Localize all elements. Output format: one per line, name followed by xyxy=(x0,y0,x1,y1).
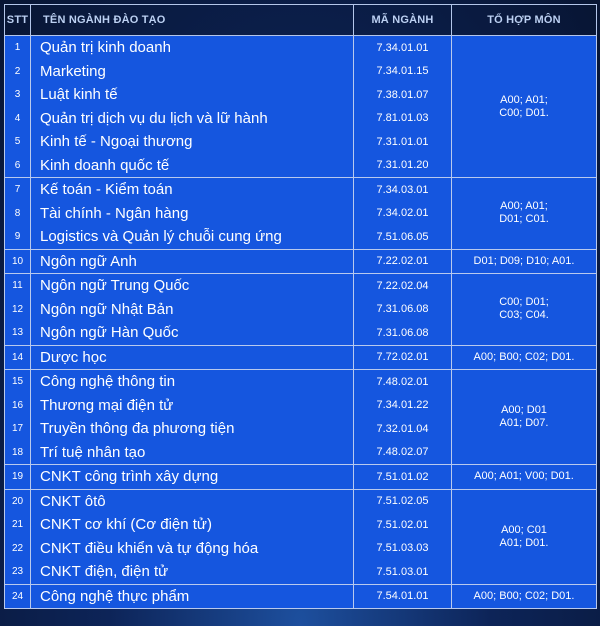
row-stt: 17 xyxy=(5,417,31,441)
row-stt: 10 xyxy=(5,249,31,274)
row-program-name: Tài chính - Ngân hàng xyxy=(31,202,354,226)
row-program-code: 7.72.02.01 xyxy=(354,345,452,370)
table-row xyxy=(5,178,597,202)
header-stt: STT xyxy=(5,5,31,36)
row-stt: 22 xyxy=(5,537,31,561)
row-program-code: 7.48.02.07 xyxy=(354,441,452,465)
row-stt: 1 xyxy=(5,36,31,60)
subject-combo-cell: A00; B00; C02; D01. xyxy=(452,584,597,609)
row-stt: 4 xyxy=(5,107,31,131)
subject-combo-cell: D01; D09; D10; A01. xyxy=(452,249,597,274)
row-program-code: 7.54.01.01 xyxy=(354,584,452,609)
row-program-code: 7.48.02.01 xyxy=(354,370,452,394)
row-stt: 13 xyxy=(5,321,31,345)
row-stt: 11 xyxy=(5,274,31,298)
row-stt: 18 xyxy=(5,441,31,465)
table-row xyxy=(5,465,597,490)
row-program-code: 7.51.06.05 xyxy=(354,225,452,249)
row-program-name: Ngôn ngữ Anh xyxy=(31,249,354,274)
subject-combo-cell: A00; B00; C02; D01. xyxy=(452,345,597,370)
row-stt: 6 xyxy=(5,154,31,178)
row-program-name: Ngôn ngữ Hàn Quốc xyxy=(31,321,354,345)
row-program-name: Dược học xyxy=(31,345,354,370)
row-program-code: 7.34.01.01 xyxy=(354,36,452,60)
row-program-name: CNKT công trình xây dựng xyxy=(31,465,354,490)
row-program-name: Ngôn ngữ Nhật Bản xyxy=(31,298,354,322)
header-program-name: TÊN NGÀNH ĐÀO TẠO xyxy=(31,5,354,36)
row-stt: 2 xyxy=(5,60,31,84)
row-program-code: 7.81.01.03 xyxy=(354,107,452,131)
row-program-code: 7.34.03.01 xyxy=(354,178,452,202)
row-program-code: 7.32.01.04 xyxy=(354,417,452,441)
row-program-name: CNKT điều khiển và tự động hóa xyxy=(31,537,354,561)
row-program-code: 7.31.01.20 xyxy=(354,154,452,178)
subject-combo-cell: C00; D01; C03; C04. xyxy=(452,274,597,346)
row-stt: 19 xyxy=(5,465,31,490)
row-program-code: 7.51.02.05 xyxy=(354,489,452,513)
row-program-name: Ngôn ngữ Trung Quốc xyxy=(31,274,354,298)
table-row xyxy=(5,584,597,609)
table-row xyxy=(5,36,597,60)
table-row xyxy=(5,274,597,298)
row-program-code: 7.22.02.04 xyxy=(354,274,452,298)
table-row xyxy=(5,345,597,370)
row-program-code: 7.31.01.01 xyxy=(354,130,452,154)
row-program-name: Quản trị kinh doanh xyxy=(31,36,354,60)
row-program-name: Marketing xyxy=(31,60,354,84)
row-stt: 14 xyxy=(5,345,31,370)
row-stt: 8 xyxy=(5,202,31,226)
table-row xyxy=(5,370,597,394)
row-program-code: 7.51.03.01 xyxy=(354,560,452,584)
row-program-code: 7.31.06.08 xyxy=(354,298,452,322)
row-program-name: Truyền thông đa phương tiện xyxy=(31,417,354,441)
row-program-code: 7.51.01.02 xyxy=(354,465,452,490)
row-program-name: Thương mại điện tử xyxy=(31,394,354,418)
row-stt: 20 xyxy=(5,489,31,513)
row-program-name: Công nghệ thực phẩm xyxy=(31,584,354,609)
row-program-name: Kinh tế - Ngoại thương xyxy=(31,130,354,154)
row-program-code: 7.51.02.01 xyxy=(354,513,452,537)
subject-combo-cell: A00; D01 A01; D07. xyxy=(452,370,597,465)
row-stt: 21 xyxy=(5,513,31,537)
row-stt: 24 xyxy=(5,584,31,609)
header-program-code: MÃ NGÀNH xyxy=(354,5,452,36)
row-program-code: 7.34.01.15 xyxy=(354,60,452,84)
program-table xyxy=(4,4,597,609)
row-stt: 15 xyxy=(5,370,31,394)
subject-combo-cell: A00; A01; D01; C01. xyxy=(452,178,597,250)
row-program-name: CNKT điện, điện tử xyxy=(31,560,354,584)
header-subject-combo: TỔ HỢP MÔN xyxy=(452,5,597,36)
subject-combo-cell: A00; A01; C00; D01. xyxy=(452,36,597,178)
row-stt: 16 xyxy=(5,394,31,418)
table-body xyxy=(5,36,597,609)
row-stt: 7 xyxy=(5,178,31,202)
row-program-code: 7.31.06.08 xyxy=(354,321,452,345)
row-program-code: 7.34.01.22 xyxy=(354,394,452,418)
row-program-name: Công nghệ thông tin xyxy=(31,370,354,394)
row-stt: 5 xyxy=(5,130,31,154)
row-program-name: Kinh doanh quốc tế xyxy=(31,154,354,178)
table-row xyxy=(5,489,597,513)
subject-combo-cell: A00; C01 A01; D01. xyxy=(452,489,597,584)
row-program-name: CNKT ôtô xyxy=(31,489,354,513)
row-program-code: 7.22.02.01 xyxy=(354,249,452,274)
row-program-name: Luật kinh tế xyxy=(31,83,354,107)
row-stt: 23 xyxy=(5,560,31,584)
row-program-name: CNKT cơ khí (Cơ điện tử) xyxy=(31,513,354,537)
row-program-code: 7.38.01.07 xyxy=(354,83,452,107)
table-header-row xyxy=(5,5,597,36)
row-program-name: Kế toán - Kiểm toán xyxy=(31,178,354,202)
row-program-name: Quản trị dịch vụ du lịch và lữ hành xyxy=(31,107,354,131)
row-stt: 3 xyxy=(5,83,31,107)
subject-combo-cell: A00; A01; V00; D01. xyxy=(452,465,597,490)
row-program-name: Trí tuệ nhân tạo xyxy=(31,441,354,465)
table-row xyxy=(5,249,597,274)
row-stt: 12 xyxy=(5,298,31,322)
row-program-code: 7.34.02.01 xyxy=(354,202,452,226)
row-program-code: 7.51.03.03 xyxy=(354,537,452,561)
row-program-name: Logistics và Quản lý chuỗi cung ứng xyxy=(31,225,354,249)
row-stt: 9 xyxy=(5,225,31,249)
